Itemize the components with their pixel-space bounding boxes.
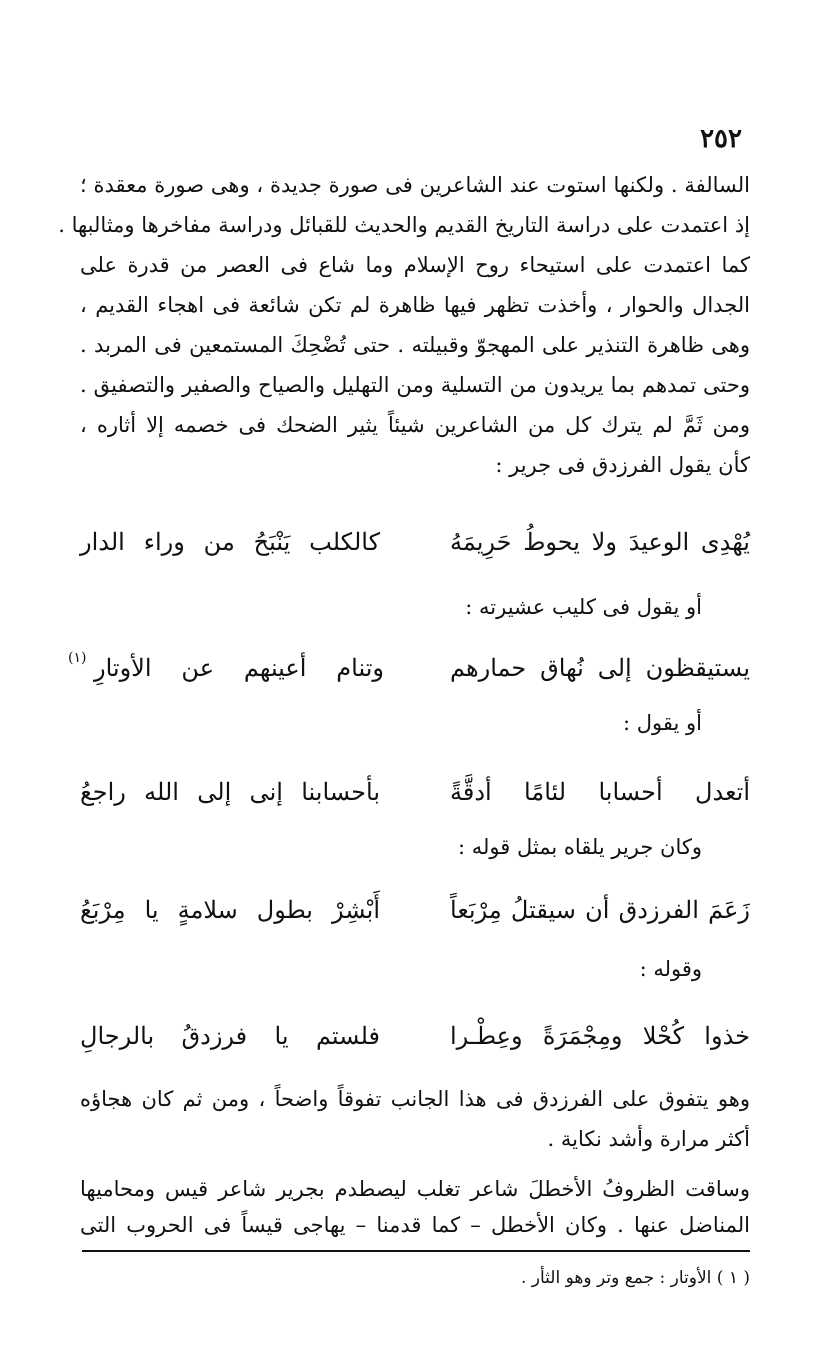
verse-first-hemistich: زَعَمَ الفرزدق أن سيقتلُ مِرْبَعاً — [450, 896, 750, 924]
verse-line — [68, 646, 750, 690]
paragraph-line: كما اعتمدت على استيحاء روح الإسلام وما شاع فى العصر من قدرة على — [80, 253, 750, 277]
verse-intro: وكان جرير يلقاه بمثل قوله : — [457, 835, 702, 859]
page-number: ٢٥٢ — [700, 124, 742, 154]
paragraph-line: وهو يتفوق على الفرزدق فى هذا الجانب تفوقاً واضحاً ، ومن ثم كان هجاؤه — [80, 1087, 750, 1111]
verse-intro: وقوله : — [639, 957, 702, 981]
paragraph-line: إذ اعتمدت على دراسة التاريخ القديم والحديث للقبائل ودراسة مفاخرها ومثالبها . — [58, 213, 750, 237]
verse-first-hemistich: يُهْدِى الوعيدَ ولا يحوطُ حَرِيمَهُ — [450, 528, 750, 556]
paragraph-line: ومن ثَمَّ لم يترك كل من الشاعرين شيئاً يثير الضحك فى خصمه إلا أثاره ، — [80, 413, 750, 437]
paragraph-line: الجدال والحوار ، وأخذت تظهر فيها ظاهرة لم تكن شائعة فى اهجاء القديم ، — [80, 293, 750, 317]
footnote: ( ١ ) الأوتار : جمع وتر وهو الثأر . — [520, 1268, 750, 1288]
verse-line — [80, 1014, 750, 1058]
paragraph-line: كأن يقول الفرزدق فى جرير : — [495, 453, 750, 477]
verse-first-hemistich: أتعدل أحسابا لئامًا أدقَّةً — [450, 778, 750, 806]
footnote-divider — [82, 1250, 750, 1252]
paragraph-line: المناضل عنها . وكان الأخطل – كما قدمنا – يهاجى قيساً فى الحروب التى — [80, 1213, 750, 1237]
verse-second-hemistich: كالكلب يَنْبَحُ من وراء الدار — [80, 528, 380, 556]
verse-second-hemistich: بأحسابنا إنى إلى الله راجعُ — [80, 778, 380, 806]
paragraph-line: وهى ظاهرة التنذير على المهجوّ وقبيلته . حتى تُضْحِكَ المستمعين فى المربد . — [80, 333, 750, 357]
verse-line — [80, 770, 750, 814]
verse-first-hemistich: يستيقظون إلى نُهاق حمارهم — [450, 654, 750, 682]
verse-second-hemistich: وتنام أعينهم عن الأوتارِ — [94, 654, 384, 682]
paragraph-line: السالفة . ولكنها استوت عند الشاعرين فى صورة جديدة ، وهى صورة معقدة ؛ — [80, 173, 750, 197]
verse-line — [80, 888, 750, 932]
verse-second-hemistich: فلستم يا فرزدقُ بالرجالِ — [80, 1022, 380, 1050]
footnote-reference: (١) — [68, 650, 87, 666]
verse-line — [80, 520, 750, 564]
paragraph-line: وحتى تمدهم بما يريدون من التسلية ومن التهليل والصياح والصفير والتصفيق . — [80, 373, 750, 397]
verse-intro: أو يقول فى كليب عشيرته : — [465, 595, 702, 619]
verse-first-hemistich: خذوا كُحْلا ومِجْمَرَةً وعِطْـرا — [450, 1022, 750, 1050]
paragraph-line: أكثر مرارة وأشد نكاية . — [547, 1127, 750, 1151]
verse-intro: أو يقول : — [623, 711, 702, 735]
paragraph-line: وساقت الظروفُ الأخطلَ شاعر تغلب ليصطدم بجرير شاعر قيس ومحاميها — [80, 1177, 750, 1201]
verse-second-hemistich: أَبْشِرْ بطول سلامةٍ يا مِرْبَعُ — [80, 896, 380, 924]
